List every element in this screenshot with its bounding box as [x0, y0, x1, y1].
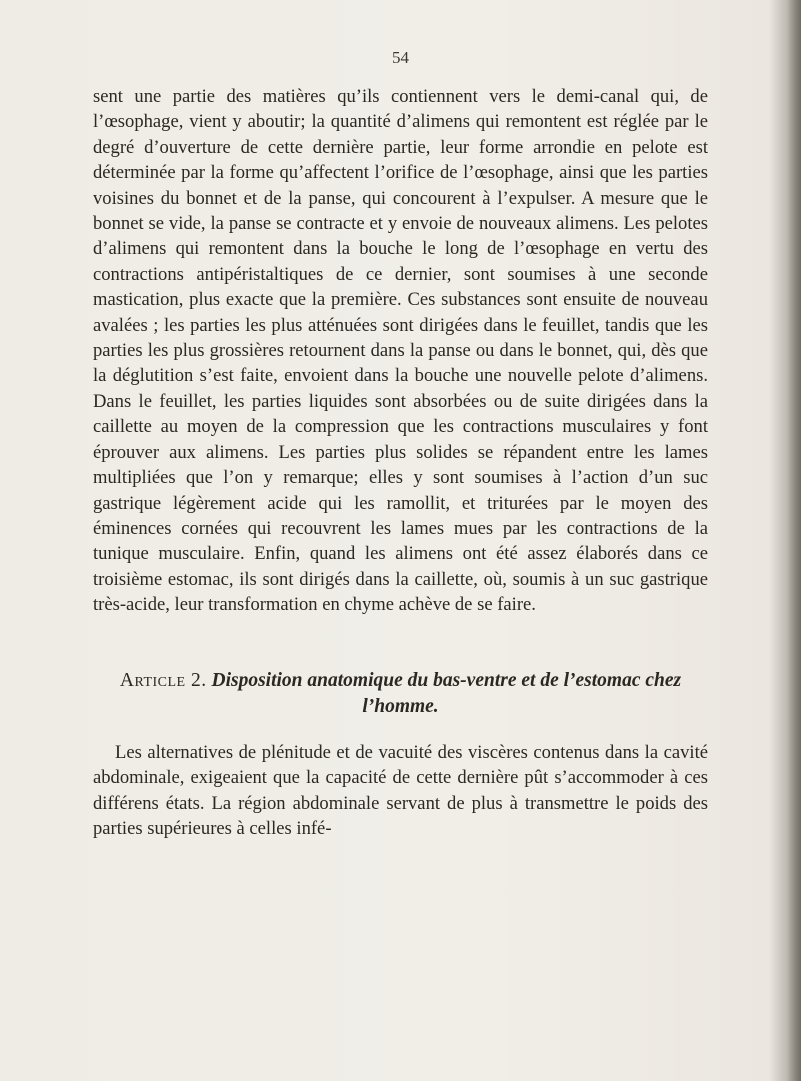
paragraph-text: sent une partie des matières qu’ils contiennent vers le demi-canal qui, de l’œsophage, vient y aboutir; la quantité d’alimens qui remontent est réglée par le degré d’ouverture de cette dernière partie, leur forme arrondie en pelote est déterminée par la forme qu’affectent l’orifice de l’œsophage, ainsi que les parties voisines du bonnet et de la panse, qui concourent à l’expulser. A mesure que le bonnet se vide, la panse se contracte et y envoie de nouveaux alimens. Les pelotes d’alimens qui remontent dans la bouche le long de l’œsophage en vertu des contractions antipéristaltiques de ce dernier, sont soumises à une seconde mastication, plus exacte que la première. Ces substances sont ensuite de nouveau avalées ; les parties les plus atténuées sont dirigées dans le feuillet, tandis que les parties les plus grossières retournent dans la panse ou dans le bonnet, qui, dès que la déglutition s’est faite, envoient dans la bouche une nouvelle pelote d’alimens. Dans le feuillet, les parties liquides sont absorbées ou de suite dirigées dans la caillette au moyen de la compression que les contractions musculaires y font éprouver aux alimens. Les parties plus solides se répandent entre les lames multipliées que l’on y remarque; elles y sont soumises à l’action d’un suc gastrique légèrement acide qui les ramollit, et triturées par le moyen des éminences cornées qui recouvrent les lames mues par les contractions de la tunique musculaire. Enfin, quand les alimens ont été assez élaborés dans ce troisième estomac, ils sont dirigés dans la caillette, où, soumis à un suc gastrique très-acide, leur transformation en chyme achève de se faire. [93, 86, 708, 616]
page-number: 54 [392, 48, 409, 67]
article-heading [93, 668, 708, 720]
article-label: Article 2. [119, 670, 207, 691]
page-edge-shadow [787, 0, 801, 1081]
paragraph-ruminant-digestion [93, 84, 708, 618]
article-title: Disposition anatomique du bas-ventre et de l’estomac chez l’homme. [211, 670, 682, 717]
paragraph-text: Les alternatives de plénitude et de vacuité des viscères contenus dans la cavité abdominale, exigeaient que la capacité de cette dernière pût s’accommoder à ces différens états. La région abdominale servant de plus à transmettre le poids des parties supérieures à celles infé- [93, 742, 708, 840]
paragraph-abdominal-cavity [93, 740, 708, 842]
